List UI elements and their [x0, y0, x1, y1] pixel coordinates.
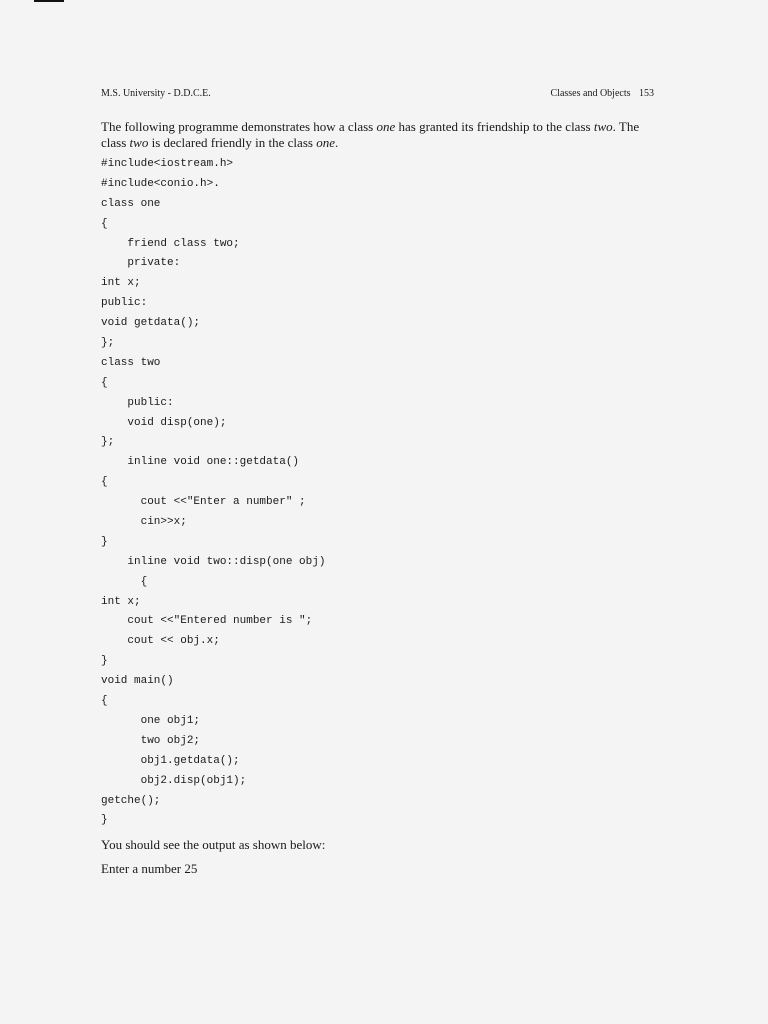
code-line: }	[101, 655, 108, 668]
running-head	[101, 88, 654, 104]
intro-emphasis-2: two	[593, 119, 613, 134]
code-line: cout <<"Entered number is ";	[101, 615, 313, 628]
corner-mark	[34, 0, 64, 2]
code-line: public:	[101, 396, 174, 409]
code-line: getche();	[101, 794, 161, 807]
page-number: 153	[639, 88, 654, 99]
code-line: friend class two;	[101, 237, 240, 250]
code-line: public:	[101, 297, 148, 310]
intro-paragraph	[101, 119, 661, 151]
code-line: #include<iostream.h>	[101, 158, 234, 170]
code-line: };	[101, 337, 115, 350]
code-line: {	[101, 476, 108, 489]
intro-text-3: . The class	[101, 119, 640, 150]
code-line: {	[101, 575, 148, 588]
code-line: void getdata();	[101, 317, 201, 330]
code-line: void disp(one);	[101, 416, 227, 429]
intro-text-2: has granted its friendship to the class	[395, 119, 594, 134]
code-line: obj2.disp(obj1);	[101, 774, 247, 787]
code-line: int x;	[101, 595, 141, 608]
code-line: int x;	[101, 277, 141, 290]
code-line: obj1.getdata();	[101, 754, 240, 767]
code-line: };	[101, 436, 115, 449]
code-line: cin>>x;	[101, 516, 187, 529]
code-line: one obj1;	[101, 714, 201, 727]
code-line: }	[101, 814, 108, 827]
code-line: {	[101, 217, 108, 230]
code-line: cout <<"Enter a number" ;	[101, 496, 306, 509]
code-line: inline void two::disp(one obj)	[101, 555, 326, 568]
output-intro: You should see the output as shown below:	[101, 837, 326, 852]
intro-emphasis-1: one	[376, 119, 396, 134]
code-listing	[101, 155, 325, 831]
code-line: }	[101, 535, 108, 548]
code-line: void main()	[101, 675, 174, 688]
intro-text-4: is declared friendly in the class	[148, 135, 317, 150]
code-line: cout << obj.x;	[101, 635, 220, 648]
code-line: inline void one::getdata()	[101, 456, 300, 469]
code-line: class one	[101, 197, 161, 210]
code-line: {	[101, 376, 108, 389]
code-line: #include<conio.h>.	[101, 177, 220, 190]
program-output-line: Enter a number 25	[101, 861, 198, 876]
code-line: private:	[101, 257, 181, 270]
header-left: M.S. University - D.D.C.E.	[101, 88, 211, 99]
code-line: two obj2;	[101, 734, 201, 747]
intro-emphasis-3: two	[129, 135, 149, 150]
code-line: class two	[101, 356, 161, 369]
intro-text-5: .	[334, 135, 339, 150]
intro-text-1: The following programme demonstrates how a class	[101, 119, 377, 134]
code-line: {	[101, 695, 108, 708]
intro-emphasis-4: one	[316, 135, 335, 150]
header-section-title: Classes and Objects	[550, 88, 631, 99]
header-right	[551, 88, 655, 99]
